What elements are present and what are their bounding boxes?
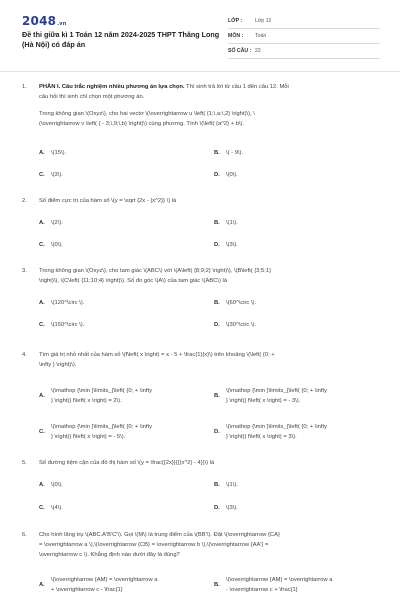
option-b[interactable]: B. \(\overrightarrow {AM} = \overrightarrow a - \overrightarrow c + \frac{1} <box>214 577 333 593</box>
info-key: MÔN : <box>228 33 244 39</box>
info-row-subject <box>228 29 380 44</box>
question-number: 2. <box>22 198 27 204</box>
question-text-line: \right)\), \(C\left( {11;10;4} \right)\). Số đo góc \(A\) của tam giác \(ABC\) là <box>39 278 228 284</box>
document-title: Đề thi giữa kì 1 Toán 12 năm 2024-2025 THPT Thăng Long (Hà Nội) có đáp án <box>22 30 220 49</box>
option-c[interactable]: C. \(4\). <box>39 505 63 511</box>
option-b[interactable]: B. \(1\). <box>214 220 238 226</box>
option-b[interactable]: B. \(\mathop {\min }\limits_{\left( {0; + \infty } \right)} f\left( x \right) = - 3\). <box>214 388 328 404</box>
question-number: 3. <box>22 268 27 274</box>
option-d[interactable]: D. \(3\). <box>214 242 238 248</box>
question-body <box>39 196 382 206</box>
question-number: 5. <box>22 460 27 466</box>
question-body <box>39 458 382 468</box>
question-text-line: (\overrightarrow v \left( { - 3;\,9;\,b} \right)\) cùng phương. Tính \(\left( {a^2} + b\). <box>39 121 245 127</box>
option-a[interactable]: A. \(\mathop {\min }\limits_{\left( {0; + \infty } \right)} f\left( x \right) = 2\). <box>39 388 153 404</box>
info-key: SỐ CÂU : <box>228 48 252 54</box>
option-d[interactable]: D. \(\mathop {\min }\limits_{\left( {0; + \infty } \right)} f\left( x \right) = 3\). <box>214 424 328 440</box>
option-c[interactable]: C. \(150^\circ \). <box>39 322 85 328</box>
question-number: 6. <box>22 532 27 538</box>
question-body <box>39 266 382 286</box>
option-d[interactable]: D. \(0\). <box>214 172 238 178</box>
question-text-line: Số đường tiệm cận của đồ thị hàm số \(y = \frac{{2x}}{{{x^2} - 4}}\) là <box>39 460 215 466</box>
section-intro <box>39 82 382 92</box>
question-body <box>39 82 382 129</box>
question-text-line: Cho hình lăng trụ \(ABC.A'B'C'\). Gọi \(M\) là trung điểm của \(BB'\). Đặt \(\overrightarrow {CA} <box>39 532 280 538</box>
question-text-line: Số điểm cực trị của hàm số \(y = \sqrt {2x - {x^2}} \) là <box>39 198 177 204</box>
info-key: LỚP : <box>228 18 243 24</box>
option-b[interactable]: B. \(1\). <box>214 482 238 488</box>
header-divider <box>0 71 400 72</box>
question-number: 4. <box>22 352 27 358</box>
section-desc: Thí sinh trả lời từ câu 1 đến câu 12. Mỗi <box>184 84 289 90</box>
question-text-line: \infty } \right)\). <box>39 362 77 368</box>
info-value: 22 <box>255 48 261 54</box>
question-body <box>39 350 382 370</box>
option-a[interactable]: A. \(0\). <box>39 482 63 488</box>
section-desc-line: câu hỏi thí sinh chỉ chọn một phương án. <box>39 94 145 100</box>
exam-info-panel <box>228 14 380 59</box>
question-body <box>39 530 382 560</box>
document-header <box>0 0 400 62</box>
option-b[interactable]: B. \( - 9\). <box>214 150 244 156</box>
option-a[interactable]: A. \(15\). <box>39 150 67 156</box>
option-b[interactable]: B. \(60^\circ \). <box>214 300 257 306</box>
info-value: Toán <box>255 33 267 39</box>
section-title: PHẦN I. Câu trắc nghiệm nhiều phương án lựa chọn. <box>39 84 185 90</box>
info-row-class <box>228 14 380 29</box>
option-c[interactable]: C. \(0\). <box>39 242 63 248</box>
site-logo[interactable]: 2048.vn <box>22 14 67 28</box>
question-text-line: Trong không gian \(Oxyz\), cho tam giác \(ABC\) với \(A\left( {8;9;2} \right)\), \(B\left( {3;5;1} <box>39 268 272 274</box>
info-value: Lớp 12 <box>255 18 272 24</box>
question-text-line: Trong không gian \(Oxyz\), cho hai vectơ \(\overrightarrow u \left( {1;\,a;\,2} \right)\), \ <box>39 111 255 117</box>
info-row-count <box>228 44 380 59</box>
question-text-line: Tìm giá trị nhỏ nhất của hàm số \(f\left( x \right) = x - 5 + \frac{1}{x}\) trên khoảng \(\left( {0; + <box>39 352 275 358</box>
question-text-line: = \overrightarrow a \),\(\overrightarrow {CB} = \overrightarrow b \),\(\overrightarrow {AA'} = <box>39 542 269 548</box>
option-d[interactable]: D. \(30^\circ \). <box>214 322 257 328</box>
option-d[interactable]: D. \(3\). <box>214 505 238 511</box>
option-c[interactable]: C. \(\mathop {\min }\limits_{\left( {0; + \infty } \right)} f\left( x \right) = - 5\). <box>39 424 153 440</box>
option-a[interactable]: A. \(\overrightarrow {AM} = \overrightarrow a + \overrightarrow c - \frac{1} <box>39 577 158 593</box>
option-c[interactable]: C. \(3\). <box>39 172 63 178</box>
question-number: 1. <box>22 84 27 90</box>
option-a[interactable]: A. \(120^\circ \). <box>39 300 85 306</box>
option-a[interactable]: A. \(2\). <box>39 220 63 226</box>
question-text-line: \overrightarrow c \). Khẳng định nào dưới đây là đúng? <box>39 552 180 558</box>
